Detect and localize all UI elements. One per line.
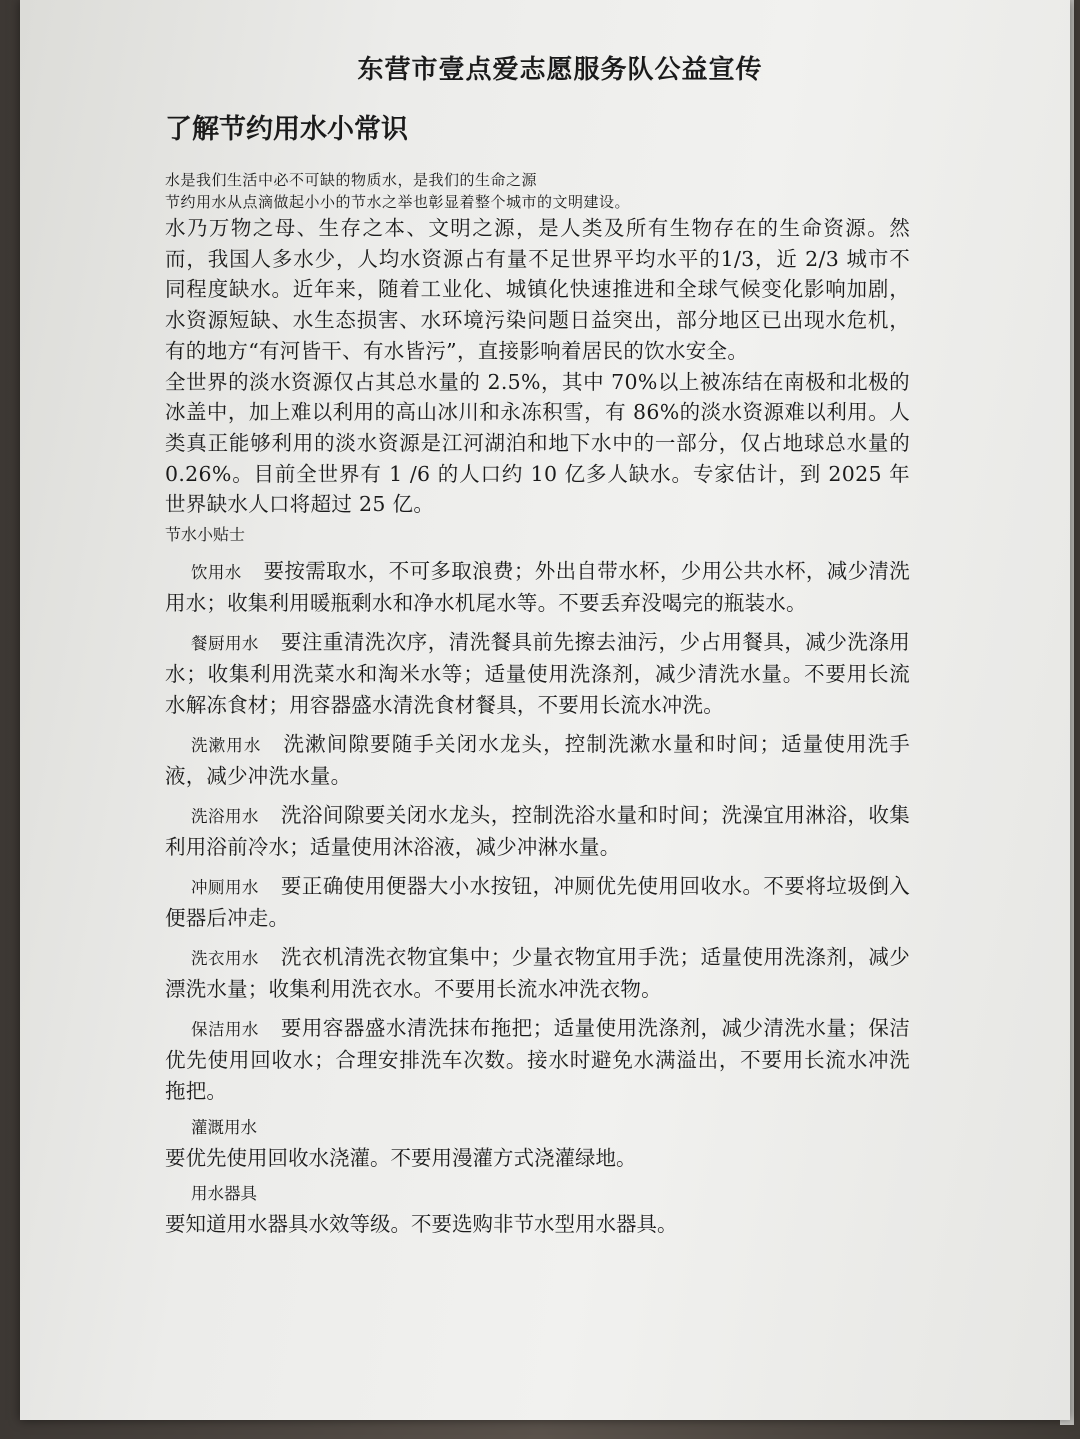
tips-heading: 节水小贴士 (165, 525, 246, 545)
tip-label: 洗漱用水 (191, 736, 262, 756)
section-title: 了解节约用水小常识 (165, 114, 408, 145)
intro-line: 水是我们生活中必不可缺的物质水，是我们的生命之源 (165, 171, 538, 189)
tip-toilet (165, 871, 910, 934)
tip-label: 饮用水 (191, 563, 242, 583)
tip-text: 要注重清洗次序，清洗餐具前先擦去油污，少占用餐具，减少洗涤用水；收集利用洗菜水和淘米水等；适量使用洗涤剂，减少清洗水量。不要用长流水解冻食材；用容器盛水清洗食材餐具，不要用长流水冲洗。 (165, 630, 910, 718)
document-content (165, 50, 910, 1239)
header-title: 东营市壹点爱志愿服务队公益宣传 (357, 55, 763, 85)
tip-text: 洗漱间隙要随手关闭水龙头，控制洗漱水量和时间；适量使用洗手液，减少冲洗水量。 (165, 732, 910, 789)
tip-washing (165, 729, 910, 792)
tip-text: 要用容器盛水清洗抹布拖把；适量使用洗涤剂，减少清洗水量；保洁优先使用回收水；合理安排洗车次数。接水时避免水满溢出，不要用长流水冲洗拖把。 (165, 1016, 910, 1104)
tip-laundry (165, 942, 910, 1005)
tip-text: 洗衣机清洗衣物宜集中；少量衣物宜用手洗；适量使用洗涤剂，减少漂洗水量；收集利用洗衣水。不要用长流水冲洗衣物。 (165, 945, 910, 1002)
intro-line: 节约用水从点滴做起小小的节水之举也彰显着整个城市的文明建设。 (165, 193, 631, 211)
tip-label: 餐厨用水 (191, 634, 259, 654)
irrigation-text: 要优先使用回收水浇灌。不要用漫灌方式浇灌绿地。 (165, 1146, 637, 1171)
tip-cleaning (165, 1013, 910, 1107)
tip-label: 洗衣用水 (191, 949, 259, 969)
tip-label: 冲厕用水 (191, 878, 259, 898)
body-paragraph: 全世界的淡水资源仅占其总水量的 2.5%，其中 70%以上被冻结在南极和北极的冰盖中，加上难以利用的高山冰川和永冻积雪，有 86%的淡水资源难以利用。人类真正能够利用的淡水资源是江河湖泊和地下水中的一部分，仅占地球总水量的 0.26%。目前全世界有 1 /6 的人口约 10 亿多人缺水。专家估计，到 2025 年世界缺水人口将超过 25 亿。 (165, 369, 910, 517)
tip-kitchen (165, 627, 910, 721)
tip-drinking (165, 556, 910, 619)
tip-text: 要正确使用便器大小水按钮，冲厕优先使用回收水。不要将垃圾倒入便器后冲走。 (165, 874, 910, 931)
appliances-label: 用水器具 (191, 1184, 257, 1204)
tip-text: 洗浴间隙要关闭水龙头，控制洗浴水量和时间；洗澡宜用淋浴，收集利用浴前冷水；适量使用沐浴液，减少冲淋水量。 (165, 803, 910, 860)
appliances-text: 要知道用水器具水效等级。不要选购非节水型用水器具。 (165, 1212, 678, 1237)
irrigation-label: 灌溉用水 (191, 1118, 257, 1138)
tip-label: 保洁用水 (191, 1020, 259, 1040)
body-paragraph: 水乃万物之母、生存之本、文明之源，是人类及所有生物存在的生命资源。然而，我国人多水少，人均水资源占有量不足世界平均水平的1/3，近 2/3 城市不同程度缺水。近年来，随着工业化、城镇化快速推进和全球气候变化影响加剧，水资源短缺、水生态损害、水环境污染问题日益突出，部分地区已出现水危机，有的地方“有河皆干、有水皆污”，直接影响着居民的饮水安全。 (165, 216, 910, 363)
tip-bathing (165, 800, 910, 863)
tip-label: 洗浴用水 (191, 807, 259, 827)
tip-text: 要按需取水，不可多取浪费；外出自带水杯，少用公共水杯，减少清洗用水；收集利用暖瓶剩水和净水机尾水等。不要丢弃没喝完的瓶装水。 (165, 559, 910, 616)
